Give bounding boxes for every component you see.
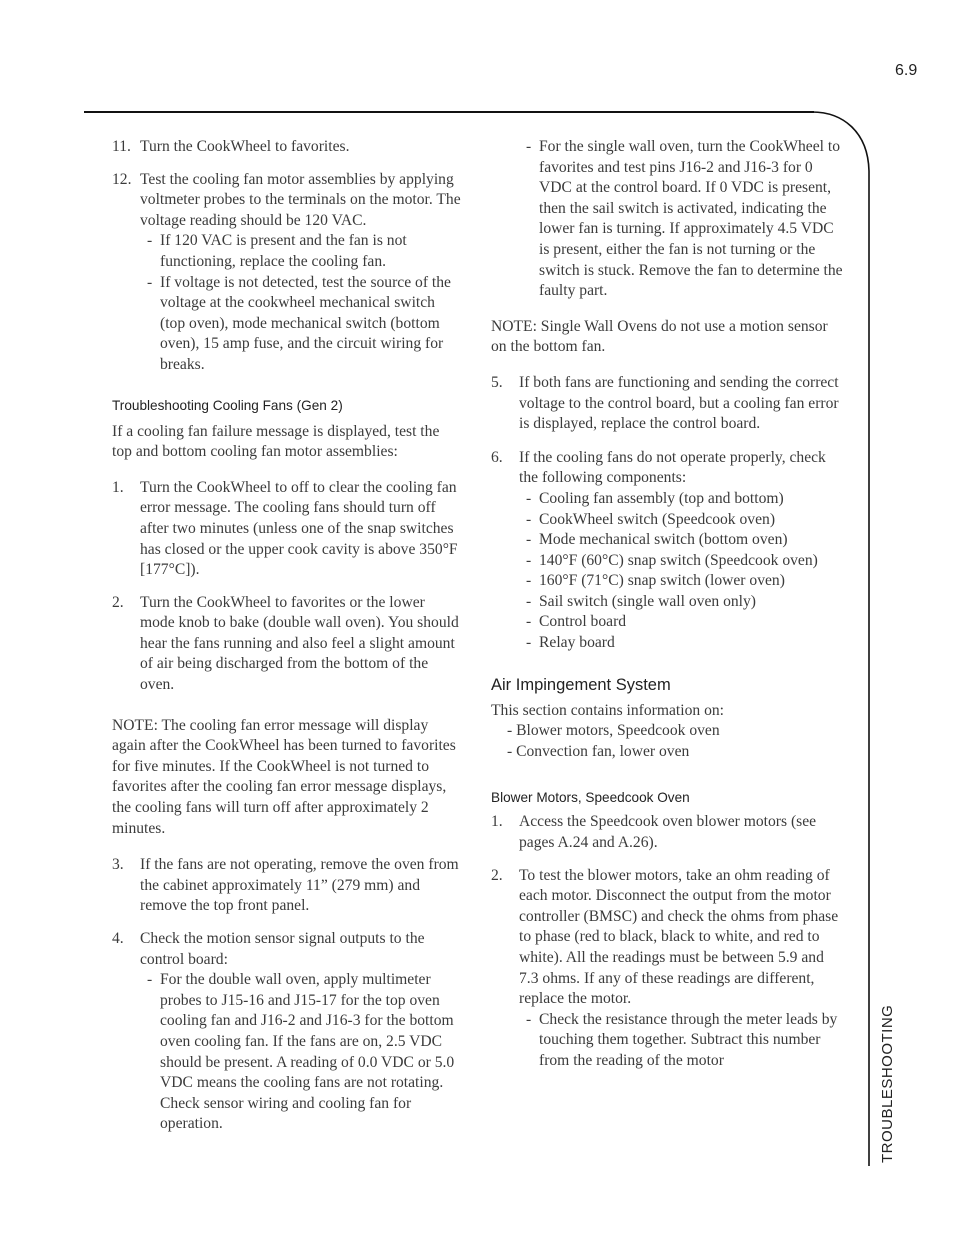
sub-item: - If voltage is not detected, test the source of the voltage at the cookwheel mechanical switch (top oven), mode mechanical switch (bottom oven), 15 amp fuse, and the circuit wiring for breaks. <box>147 273 451 373</box>
list-item <box>491 448 843 654</box>
air-intro: This section contains information on: <box>491 701 725 719</box>
item-text: Turn the CookWheel to favorites or the lower mode knob to bake (double wall oven). You should hear the fans running and also feel a slight amount of air being discharged from the bottom of the oven. <box>140 593 459 694</box>
item-text: To test the blower motors, take an ohm reading of each motor. Disconnect the output from the motor controller (BMSC) and check the ohms from phase to phase (red to black, black to white, and red to white). All the readings must be between 5.9 and 7.3 ohms. If any of these readings are different, replace the motor. <box>519 866 839 1008</box>
section-tab <box>879 1005 896 1163</box>
sub-item: - 140°F (60°C) snap switch (Speedcook oven) <box>526 551 818 569</box>
item-number: 3. <box>112 856 124 874</box>
left-column <box>112 137 462 1147</box>
note-paragraph: NOTE: Single Wall Ovens do not use a motion sensor on the bottom fan. <box>491 317 828 356</box>
air-list-item: - Convection fan, lower oven <box>507 742 690 760</box>
item-number: 2. <box>491 866 503 884</box>
item-text: Check the motion sensor signal outputs to the control board: <box>140 930 425 968</box>
page-number: 6.9 <box>895 62 918 79</box>
list-item <box>491 866 843 1072</box>
header-rule <box>84 111 814 113</box>
list-item-continued <box>491 137 843 302</box>
intro-paragraph: If a cooling fan failure message is displayed, test the top and bottom cooling fan motor assemblies: <box>112 422 440 461</box>
section-heading: Air Impingement System <box>491 675 671 694</box>
item-text: If the cooling fans do not operate properly, check the following components: <box>519 448 826 487</box>
list-item <box>491 373 843 435</box>
sub-item: - 160°F (71°C) snap switch (lower oven) <box>526 572 785 590</box>
item-number: 5. <box>491 373 503 391</box>
item-text: Test the cooling fan motor assemblies by applying voltmeter probes to the terminals on the motor. The voltage reading should be 120 VAC. <box>140 170 461 229</box>
list-item <box>491 812 843 853</box>
list-item <box>112 593 462 696</box>
list-item <box>112 170 462 376</box>
list-item <box>112 137 462 158</box>
item-text: Turn the CookWheel to favorites. <box>140 138 350 155</box>
item-number: 1. <box>491 813 503 831</box>
sub-item: - CookWheel switch (Speedcook oven) <box>526 510 776 528</box>
section-tab-label: TROUBLESHOOTING <box>879 1004 896 1163</box>
item-text: If both fans are functioning and sending the correct voltage to the control board, but a cooling fan error is displayed, replace the control board. <box>519 373 839 433</box>
item-text: If the fans are not operating, remove the oven from the cabinet approximately 11” (279 mm) and remove the top front panel. <box>140 856 459 915</box>
sub-item: - Cooling fan assembly (top and bottom) <box>526 489 784 507</box>
sub-item: - If 120 VAC is present and the fan is not functioning, replace the cooling fan. <box>147 232 407 270</box>
item-number: 2. <box>112 593 124 611</box>
note-paragraph: NOTE: The cooling fan error message will display again after the CookWheel has been turned to favorites for five minutes. If the CookWheel is not turned to favorites after the cooling fan error message displays, the cooling fans will turn off after approximately 2 minutes. <box>112 716 456 837</box>
item-number: 1. <box>112 478 124 496</box>
item-number: 12. <box>112 170 132 188</box>
sub-item: - Check the resistance through the meter leads by touching them together. Subtract this number from the reading of the motor <box>526 1010 838 1069</box>
list-item <box>112 929 462 1135</box>
list-item <box>112 855 462 917</box>
sub-item: - Mode mechanical switch (bottom oven) <box>526 531 788 549</box>
sub-item: - Sail switch (single wall oven only) <box>526 592 756 610</box>
sub-item: - Control board <box>526 613 627 631</box>
section-heading: Blower Motors, Speedcook Oven <box>491 790 690 806</box>
right-column <box>491 137 843 1084</box>
item-text: Access the Speedcook oven blower motors (see pages A.24 and A.26). <box>519 813 817 852</box>
section-heading: Troubleshooting Cooling Fans (Gen 2) <box>112 397 343 413</box>
sub-item: - For the double wall oven, apply multimeter probes to J15-16 and J15-17 for the top oven cooling fan and J16-2 and J16-3 for the bottom oven cooling fan. If the fans are on, 2.5 VDC should be present. A reading of 0.0 VDC or 5.0 VDC means the cooling fans are not rotating. Check sensor wiring and cooling fan for operation. <box>147 971 455 1133</box>
item-number: 6. <box>491 448 503 466</box>
item-text: Turn the CookWheel to off to clear the cooling fan error message. The cooling fans should turn off after two minutes (unless one of the snap switches has closed or the upper cook cavity is above 350°F [177°C]). <box>140 478 458 579</box>
list-item <box>112 478 462 581</box>
air-list-item: - Blower motors, Speedcook oven <box>507 722 720 740</box>
item-number: 4. <box>112 930 124 947</box>
sub-item: - For the single wall oven, turn the CookWheel to favorites and test pins J16-2 and J16-3 for 0 VDC at the control board. If 0 VDC is present, then the sail switch is activated, indicating the lower fan is turning. If approximately 4.5 VDC is present, either the fan is not turning or the switch is stuck. Remove the fan to determine the faulty part. <box>526 138 843 300</box>
sub-item: - Relay board <box>526 634 615 652</box>
item-number: 11. <box>112 138 131 155</box>
